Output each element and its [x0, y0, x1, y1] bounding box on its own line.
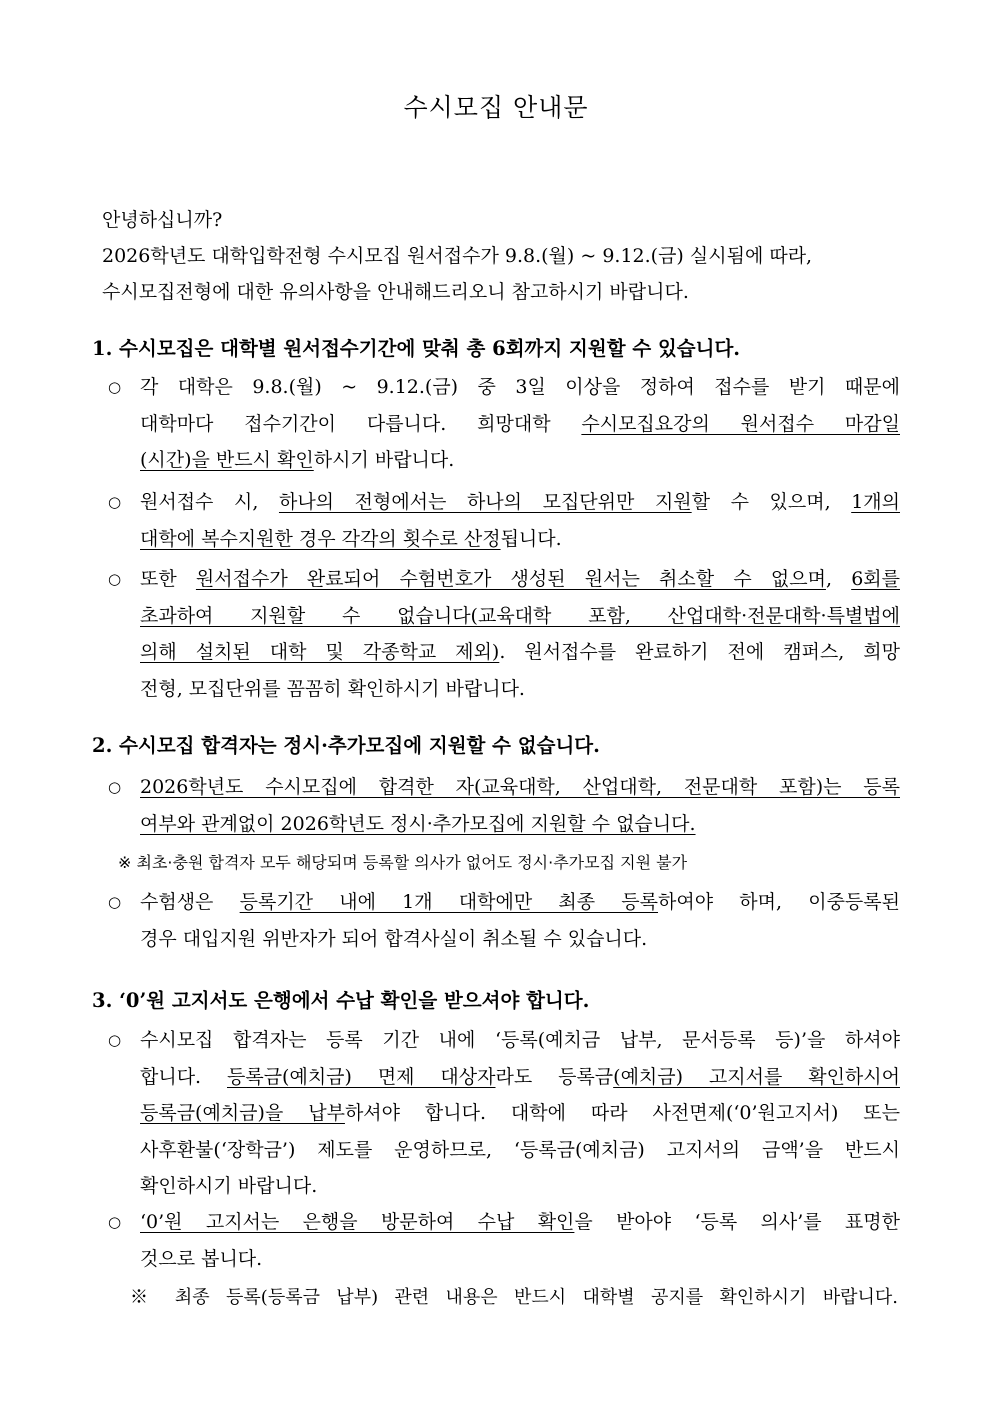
section-2-note: ※ 최초·충원 합격자 모두 해당되며 등록할 의사가 없어도 정시·추가모집 지원 불가: [118, 853, 688, 872]
section-2-bullet-1: [108, 769, 900, 842]
bullet-line: [140, 1204, 900, 1241]
bullet-line: [140, 484, 900, 521]
section-1-bullet-2: [108, 484, 900, 557]
bullet-line: [140, 1059, 900, 1096]
section-3-note: ※ 최종 등록(등록금 납부) 관련 내용은 반드시 대학별 공지를 확인하시기 바랍니다.: [130, 1287, 898, 1308]
circle-bullet-icon: ○: [108, 893, 122, 911]
section-2-heading: 2. 수시모집 합격자는 정시·추가모집에 지원할 수 없습니다.: [92, 734, 600, 757]
underlined-text: 6회를: [851, 568, 900, 590]
underlined-text: (예치금) 고지서를 확인하시어: [613, 1065, 900, 1088]
underlined-text: 등록금(예치금) 면제 대상자: [227, 1065, 496, 1088]
text: 할 수 있으며,: [691, 491, 852, 513]
underlined-text: 여부와 관계없이 2026학년도 정시·추가모집에 지원할 수 없습니다.: [140, 812, 696, 835]
circle-bullet-icon: ○: [108, 1213, 122, 1231]
underlined-text: 2026학년도 수시모집에 합격한 자(교육대학, 산업대학, 전문대학 포함)는 등록: [140, 776, 900, 798]
bullet-line: 사후환불(‘장학금’) 제도를 운영하므로, ‘등록금(예치금) 고지서의 금액’을 반드시: [140, 1138, 900, 1161]
text: 합니다.: [140, 1065, 227, 1088]
greeting: 안녕하십니까?: [102, 209, 223, 231]
text: 수험생은: [140, 891, 240, 913]
bullet-line: [140, 884, 900, 921]
bullet-line: 각 대학은 9.8.(월) ~ 9.12.(금) 중 3일 이상을 정하여 접수를 받기 때문에: [140, 376, 900, 398]
circle-bullet-icon: ○: [108, 493, 122, 511]
document-title: 수시모집 안내문: [403, 93, 589, 122]
text: 하시기 바랍니다.: [313, 449, 455, 471]
intro-line: 2026학년도 대학입학전형 수시모집 원서접수가 9.8.(월) ~ 9.12.(금) 실시됨에 따라,: [102, 245, 813, 267]
underlined-text: 대학에 복수지원한 경우 각각의 횟수로 산정: [140, 527, 501, 550]
section-2-bullet-2: [108, 884, 900, 957]
circle-bullet-icon: ○: [108, 378, 122, 396]
circle-bullet-icon: ○: [108, 1031, 122, 1049]
text: 을 받아야 ‘등록 의사’를 표명한: [574, 1211, 900, 1233]
underlined-text: 수시모집요강의 원서접수 마감일: [581, 412, 900, 435]
text: 원서접수 시,: [140, 491, 279, 513]
bullet-line: [140, 406, 900, 443]
bullet-line: 수시모집 합격자는 등록 기간 내에 ‘등록(예치금 납부, 문서등록 등)’을 하셔야: [140, 1029, 900, 1051]
text: 하여야 하며, 이중등록된: [658, 891, 900, 913]
text: 대학마다 접수기간이 다릅니다. 희망대학: [140, 412, 582, 435]
intro-paragraph: [102, 202, 902, 310]
bullet-line: [140, 806, 900, 843]
bullet-line: [140, 769, 900, 806]
bullet-line: 전형, 모집단위를 꼼꼼히 확인하시기 바랍니다.: [140, 677, 525, 700]
text: ,: [825, 568, 852, 590]
underlined-text: (시간)을 반드시 확인: [140, 449, 314, 471]
text: 또한: [140, 568, 196, 590]
section-1-heading: 1. 수시모집은 대학별 원서접수기간에 맞춰 총 6회까지 지원할 수 있습니다.: [92, 337, 741, 360]
section-1-bullet-1: [108, 369, 900, 479]
underlined-text: 1개의: [851, 491, 900, 513]
bullet-line: [140, 598, 900, 635]
bullet-line: 경우 대입지원 위반자가 되어 합격사실이 취소될 수 있습니다.: [140, 927, 648, 950]
text: 라도 등록금: [495, 1065, 614, 1088]
underlined-text: 원서접수가 완료되어 수험번호가 생성된 원서는 취소할 수 없으며: [195, 568, 826, 590]
underlined-text: 의해 설치된 대학 및 각종학교 제외): [140, 641, 500, 663]
text: 하셔야 합니다. 대학에 따라 사전면제(‘0’원고지서) 또는: [344, 1102, 900, 1124]
section-3-heading: 3. ‘0’원 고지서도 은행에서 수납 확인을 받으셔야 합니다.: [92, 989, 590, 1012]
underlined-text: 등록기간 내에 1개 대학에만 최종 등록: [239, 891, 659, 913]
bullet-line: [140, 634, 900, 671]
section-3-bullet-2: [108, 1204, 900, 1277]
underlined-text: ‘0’원 고지서는 은행을 방문하여 수납 확인: [140, 1211, 575, 1233]
intro-line: 수시모집전형에 대한 유의사항을 안내해드리오니 참고하시기 바랍니다.: [102, 281, 689, 303]
section-3-bullet-1: [108, 1022, 900, 1205]
bullet-line: [140, 561, 900, 598]
bullet-line: [140, 521, 900, 558]
underlined-text: 등록금(예치금)을 납부: [140, 1102, 345, 1124]
circle-bullet-icon: ○: [108, 570, 122, 588]
text: . 원서접수를 완료하기 전에 캠퍼스, 희망: [499, 641, 900, 663]
text: 됩니다.: [500, 527, 562, 550]
bullet-line: [140, 442, 900, 479]
section-1-bullet-3: [108, 561, 900, 707]
bullet-line: 확인하시기 바랍니다.: [140, 1175, 318, 1197]
underlined-text: 초과하여 지원할 수 없습니다(교육대학 포함, 산업대학·전문대학·특별법에: [140, 604, 900, 627]
bullet-line: [140, 1095, 900, 1132]
underlined-text: 하나의 전형에서는 하나의 모집단위만 지원: [278, 491, 692, 513]
bullet-line: 것으로 봅니다.: [140, 1247, 263, 1270]
circle-bullet-icon: ○: [108, 778, 122, 796]
